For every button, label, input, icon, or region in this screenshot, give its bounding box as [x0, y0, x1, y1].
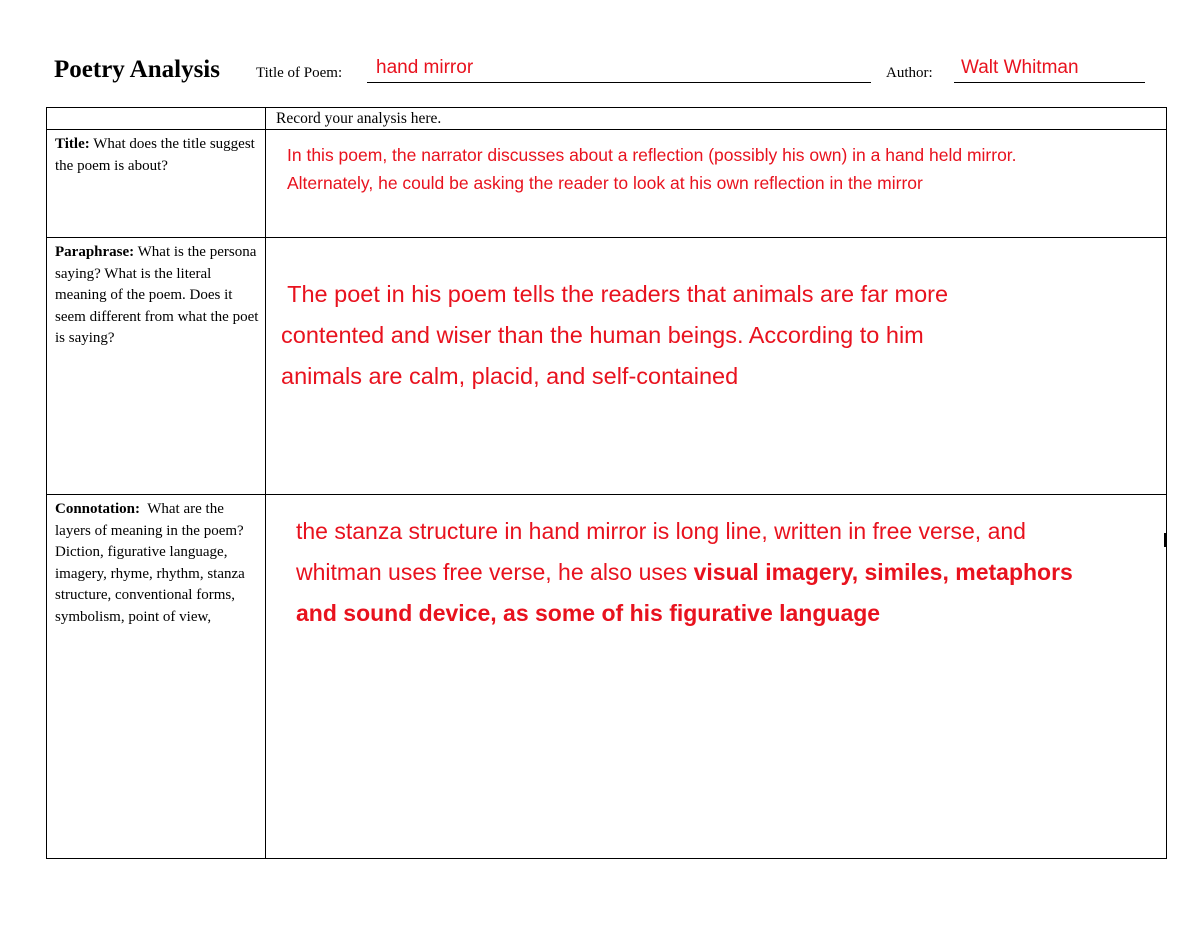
paraphrase-prompt	[47, 238, 265, 350]
paraphrase-prompt-cell	[47, 238, 266, 495]
title-row	[47, 130, 1167, 238]
cursor-mark	[1164, 533, 1166, 547]
analysis-table	[46, 107, 1167, 859]
title-answer-cell[interactable]	[266, 130, 1167, 238]
title-answer-line: Alternately, he could be asking the reader to look at his own reflection in the mirror	[287, 173, 923, 193]
title-answer	[266, 130, 1166, 197]
paraphrase-label: Paraphrase:	[55, 244, 135, 260]
paraphrase-prompt-text: What is the persona saying? What is the literal meaning of the poem. Does it seem different from what the poet is saying?	[55, 244, 259, 346]
connotation-answer-line	[296, 552, 1166, 593]
connotation-prompt	[47, 495, 265, 628]
page-header	[54, 52, 1154, 92]
connotation-label: Connotation:	[55, 501, 141, 517]
title-answer-line: In this poem, the narrator discusses about a reflection (possibly his own) in a hand held mirror.	[287, 145, 1017, 165]
record-header: Record your analysis here.	[276, 110, 442, 127]
author-label: Author:	[886, 65, 933, 81]
poem-title-label: Title of Poem:	[256, 65, 343, 81]
connotation-answer-cell[interactable]	[266, 495, 1167, 859]
author-value[interactable]: Walt Whitman	[961, 57, 1079, 78]
record-header-cell	[266, 108, 1167, 130]
connotation-answer-plain: whitman uses free verse, he also uses	[296, 559, 694, 585]
paraphrase-answer	[266, 238, 1166, 397]
paraphrase-answer-line: animals are calm, placid, and self-contained	[281, 363, 739, 389]
poem-title-underline	[367, 82, 871, 83]
title-label: Title:	[55, 136, 90, 152]
table-header-row	[47, 108, 1167, 130]
page-title: Poetry Analysis	[54, 56, 220, 83]
paraphrase-answer-line: contented and wiser than the human beings. According to him	[281, 322, 924, 348]
header-empty-cell	[47, 108, 266, 130]
connotation-answer	[266, 495, 1166, 634]
connotation-prompt-text: What are the layers of meaning in the poem? Diction, figurative language, imagery, rhyme, rhythm, stanza structure, conventional forms, symbolism, point of view,	[55, 501, 249, 625]
title-prompt-cell	[47, 130, 266, 238]
poem-title-value[interactable]: hand mirror	[376, 57, 474, 78]
connotation-prompt-cell	[47, 495, 266, 859]
title-prompt	[47, 130, 265, 177]
connotation-answer-line: the stanza structure in hand mirror is long line, written in free verse, and	[296, 518, 1026, 544]
author-underline	[954, 82, 1145, 83]
paraphrase-answer-cell[interactable]	[266, 238, 1167, 495]
connotation-row	[47, 495, 1167, 859]
connotation-answer-bold: visual imagery, similes, metaphors	[693, 559, 1073, 585]
connotation-answer-line: and sound device, as some of his figurative language	[296, 600, 881, 626]
title-prompt-text: What does the title suggest the poem is about?	[55, 136, 255, 174]
paraphrase-row	[47, 238, 1167, 495]
paraphrase-answer-line: The poet in his poem tells the readers that animals are far more	[281, 281, 949, 307]
